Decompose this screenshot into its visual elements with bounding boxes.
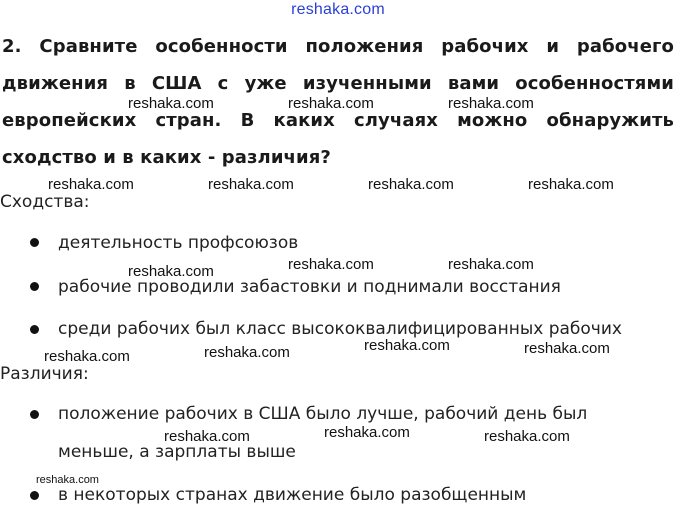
watermark: reshaka.com: [288, 256, 374, 273]
watermark: reshaka.com: [524, 340, 610, 357]
bullet-icon: [30, 238, 39, 247]
watermark: reshaka.com: [44, 348, 130, 365]
watermark: reshaka.com: [128, 263, 214, 280]
question-line-2: движения в США с уже изученными вами особенностями: [2, 73, 674, 94]
difference-item-1-line-1: положение рабочих в США было лучше, рабочий день был: [58, 404, 588, 424]
watermark: reshaka.com: [128, 95, 214, 112]
bullet-icon: [30, 325, 39, 334]
bullet-icon: [30, 491, 39, 500]
watermark: reshaka.com: [208, 176, 294, 193]
bullet-icon: [30, 282, 39, 291]
similarity-item-3: среди рабочих был класс высококвалифицированных рабочих: [58, 319, 622, 339]
watermark: reshaka.com: [484, 428, 570, 445]
similarity-item-2: рабочие проводили забастовки и поднимали восстания: [58, 277, 561, 297]
watermark: reshaka.com: [448, 256, 534, 273]
watermark: reshaka.com: [204, 344, 290, 361]
question-line-4: сходство и в каких - различия?: [2, 147, 331, 168]
site-header-link[interactable]: reshaka.com: [291, 1, 385, 18]
difference-item-1-line-2: меньше, а зарплаты выше: [58, 442, 296, 462]
question-line-3: европейских стран. В каких случаях можно обнаружить: [2, 110, 674, 131]
bullet-icon: [30, 410, 39, 419]
difference-item-2: в некоторых странах движение было разобщенным: [58, 485, 527, 505]
watermark: reshaka.com: [368, 176, 454, 193]
watermark: reshaka.com: [324, 424, 410, 441]
watermark: reshaka.com: [448, 95, 534, 112]
watermark: reshaka.com: [164, 428, 250, 445]
differences-label: Различия:: [0, 364, 89, 384]
watermark: reshaka.com: [36, 474, 99, 486]
similarities-label: Сходства:: [0, 192, 90, 212]
watermark: reshaka.com: [288, 95, 374, 112]
watermark: reshaka.com: [48, 176, 134, 193]
watermark: reshaka.com: [528, 176, 614, 193]
similarity-item-1: деятельность профсоюзов: [58, 233, 299, 253]
question-line-1: 2. Сравните особенности положения рабочих и рабочего: [2, 36, 674, 57]
watermark: reshaka.com: [364, 337, 450, 354]
